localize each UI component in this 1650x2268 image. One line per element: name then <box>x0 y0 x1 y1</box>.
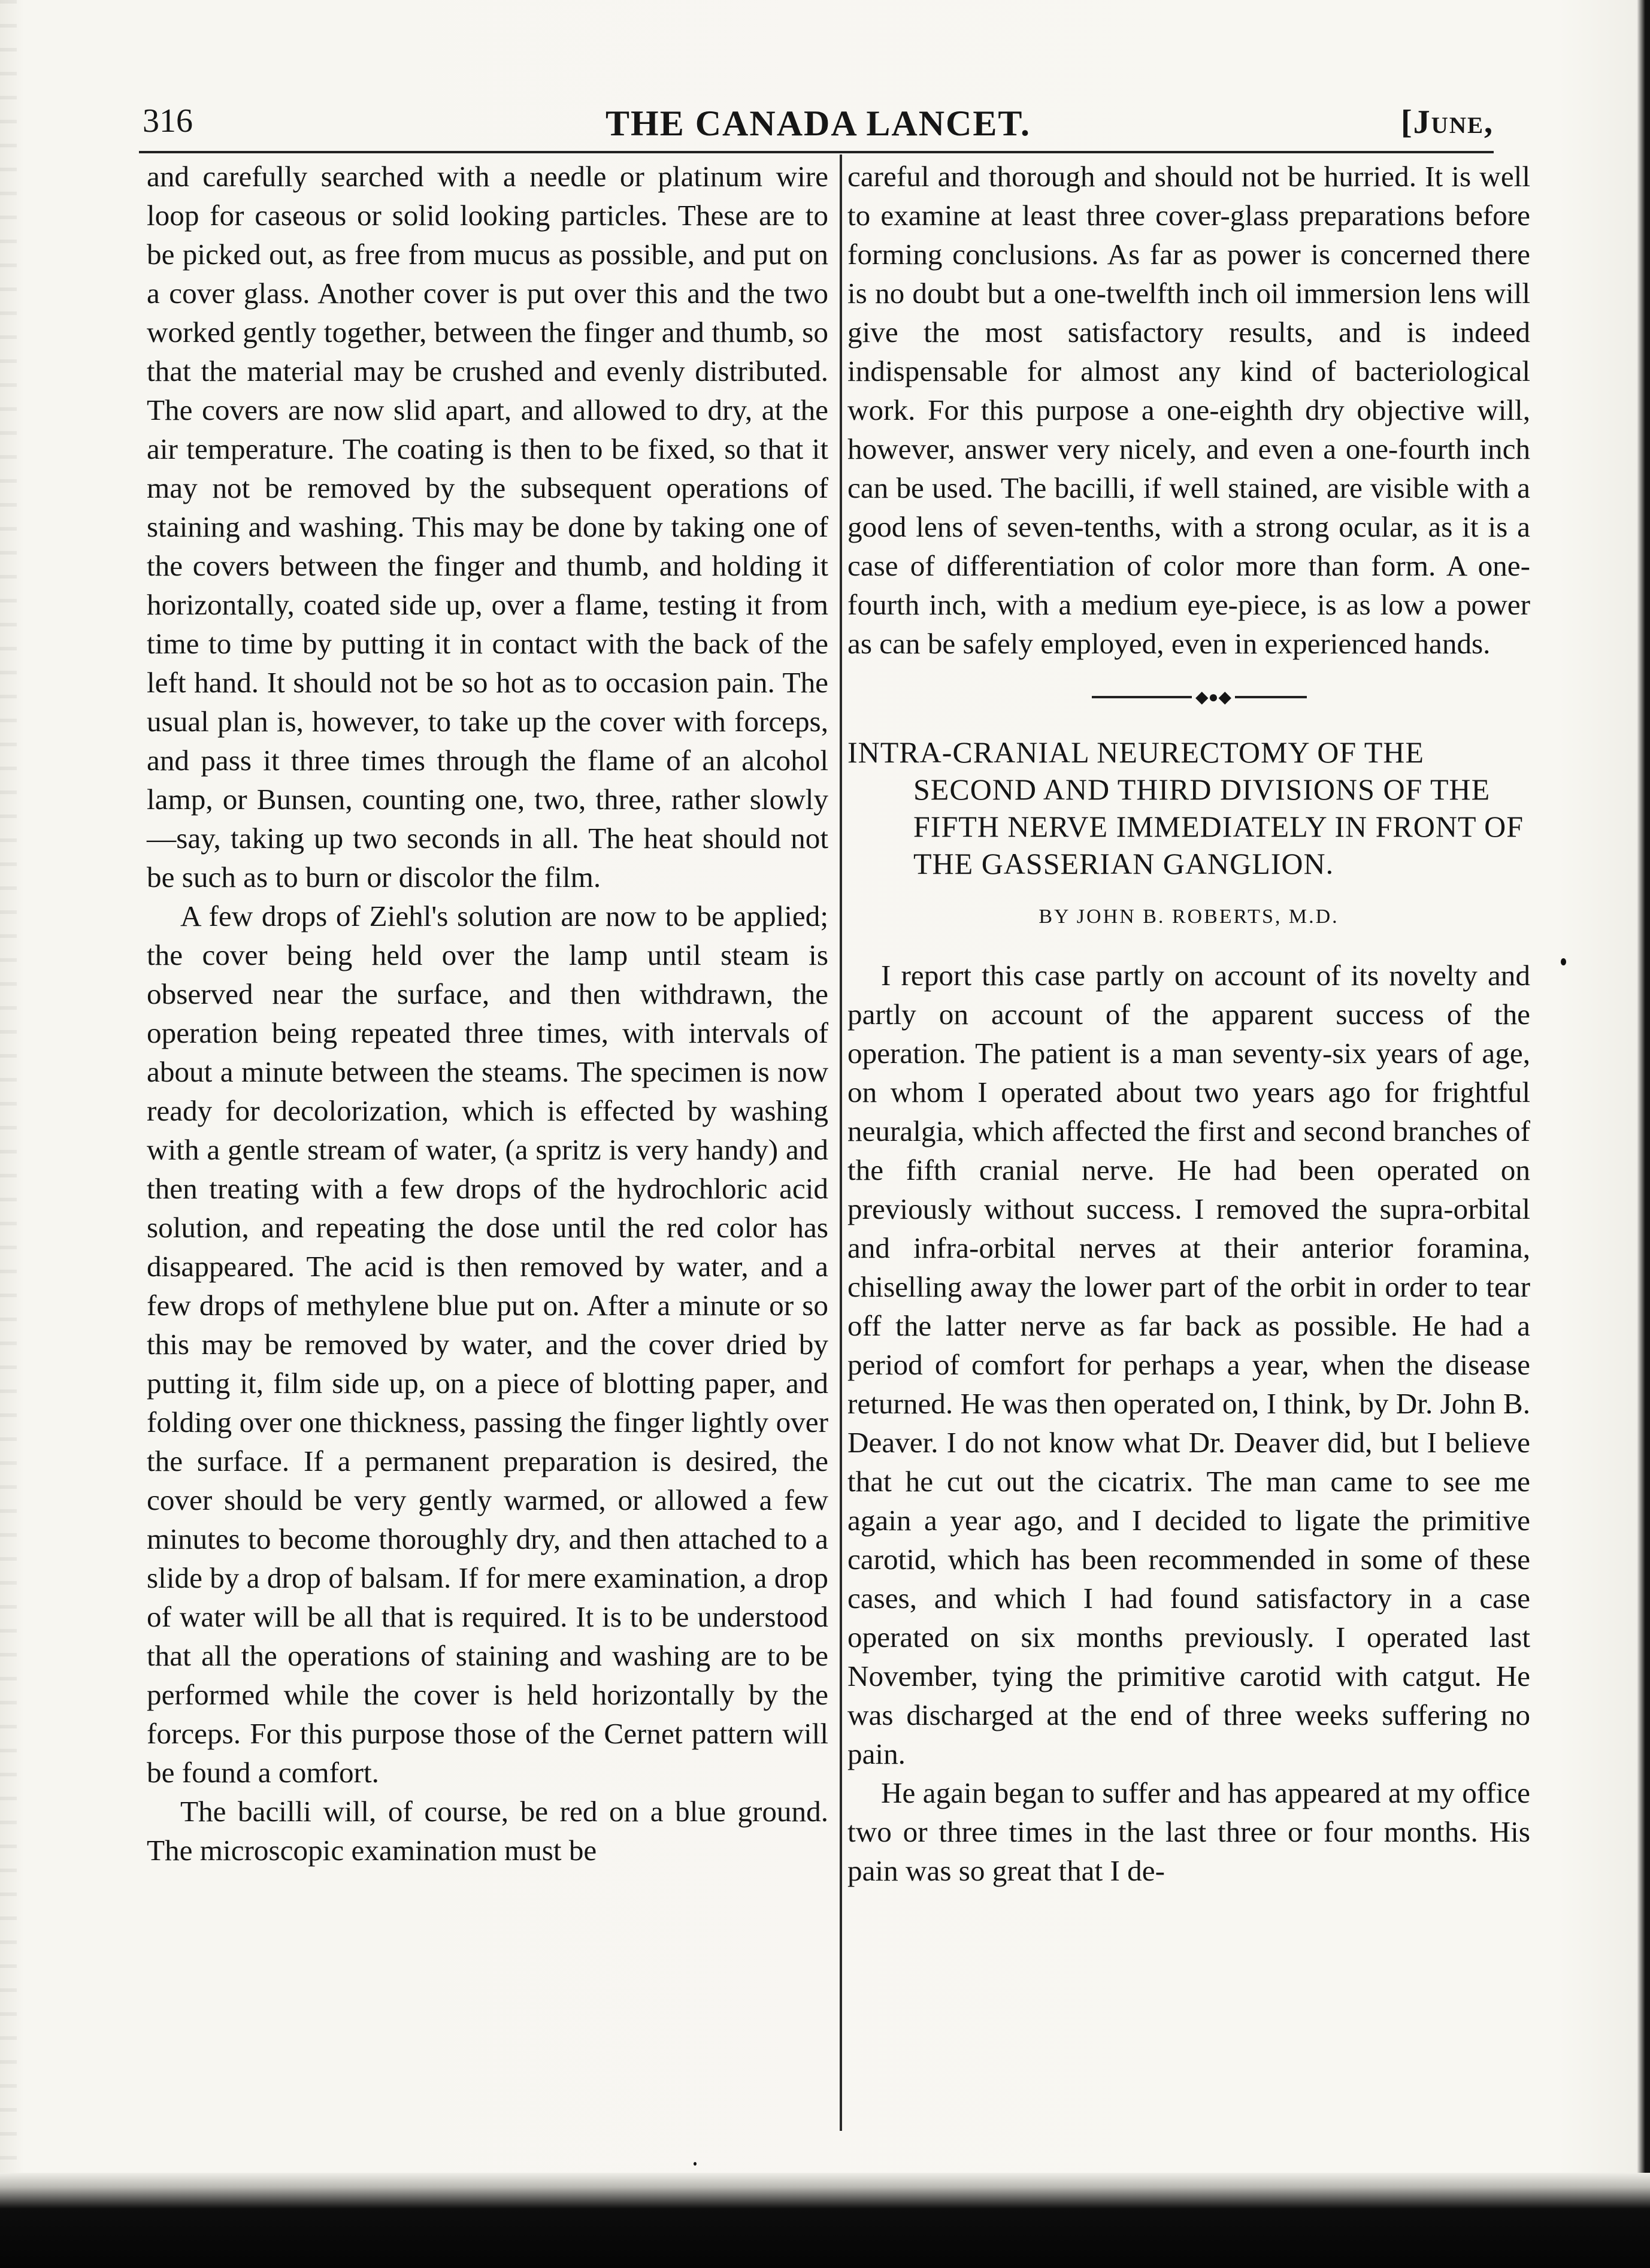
section-ornament <box>847 663 1530 729</box>
column-divider <box>840 155 842 2131</box>
binding-edge <box>0 0 17 2268</box>
ink-speck <box>1561 958 1566 965</box>
article-title: INTRA-CRANIAL NEURECTOMY OF THE SECOND AND THIRD DIVISIONS OF THE FIFTH NERVE IMMEDIATELY IN FRONT OF THE GASSERIAN GANGLION. <box>847 735 1524 880</box>
right-column <box>847 157 1530 1890</box>
body-paragraph: The bacilli will, of course, be red on a blue ground. The microscopic examination must be <box>147 1795 828 1867</box>
page-number: 316 <box>143 102 193 140</box>
page-edge-shadow <box>1637 0 1650 2268</box>
header-rule <box>139 151 1494 153</box>
running-header <box>143 102 1494 150</box>
ornament-diamond-icon: ◆●◆ <box>1192 689 1235 706</box>
body-paragraph: I report this case partly on account of its novelty and partly on account of the apparent success of the operation. The patient is a man seventy-six years of age, on whom I operated about two years ago for frightful neuralgia, which affected the first and second branches of the fifth cranial nerve. He had been operated on previously without success. I removed the supra-orbital and infra-orbital nerves at their anterior foramina, chiselling away the lower part of the orbit in order to tear off the latter nerve as far back as possible. He had a period of comfort for perhaps a year, when the disease returned. He was then operated on, I think, by Dr. John B. Deaver. I do not know what Dr. Deaver did, but I believe that he cut out the cicatrix. The man came to see me again a year ago, and I decided to ligate the primitive carotid, which has been recommended in some of these cases, and which I had found satisfactory in a case operated on six months previously. I operated last November, tying the primitive carotid with catgut. He was discharged at the end of three weeks suffering no pain. <box>847 959 1530 1770</box>
body-paragraph: and carefully searched with a needle or platinum wire loop for caseous or solid looking particles. These are to be picked out, as free from mucus as possible, and put on a cover glass. Another cover is put over this and the two worked gently together, between the finger and thumb, so that the material may be crushed and evenly distributed. The covers are now slid apart, and allowed to dry, at the air temperature. The coating is then to be fixed, so that it may not be removed by the subsequent operations of staining and washing. This may be done by taking one of the covers between the finger and thumb, and holding it horizontally, coated side up, over a flame, testing it from time to time by putting it in contact with the back of the left hand. It should not be so hot as to occasion pain. The usual plan is, however, to take up the cover with forceps, and pass it three times through the flame of an alcohol lamp, or Bunsen, counting one, two, three, rather slowly—say, taking up two seconds in all. The heat should not be such as to burn or discolor the film. <box>147 160 828 894</box>
body-paragraph: He again began to suffer and has appeared at my office two or three times in the last three or four months. His pain was so great that I de- <box>847 1776 1530 1887</box>
scan-bottom-shadow <box>0 2173 1650 2268</box>
article-byline: BY JOHN B. ROBERTS, M.D. <box>1039 906 1339 928</box>
issue-month: [June, <box>1401 104 1494 141</box>
left-column <box>147 157 828 1870</box>
journal-title: THE CANADA LANCET. <box>605 104 1031 143</box>
continued-paragraph: careful and thorough and should not be hurried. It is well to examine at least three cover-glass preparations before forming conclusions. As far as power is concerned there is no doubt but a one-twelfth inch oil immersion lens will give the most satisfactory results, and is indeed indispensable for almost any kind of bacteriological work. For this purpose a one-eighth dry objective will, however, answer very nicely, and even a one-fourth inch can be used. The bacilli, if well stained, are visible with a good lens of seven-tenths, with a strong ocular, as it is a case of differentiation of color more than form. A one-fourth inch, with a medium eye-piece, is as low a power as can be safely employed, even in experienced hands. <box>847 160 1530 660</box>
body-paragraph: A few drops of Ziehl's solution are now to be applied; the cover being held over the lamp until steam is observed near the surface, and then withdrawn, the operation being repeated three times, with intervals of about a minute between the steams. The specimen is now ready for decolorization, which is effected by washing with a gentle stream of water, (a spritz is very handy) and then treating with a few drops of the hydrochloric acid solution, and repeating the dose until the red color has disappeared. The acid is then removed by water, and a few drops of methylene blue put on. After a minute or so this may be removed by water, and the cover dried by putting it, film side up, on a piece of blotting paper, and folding over one thickness, passing the finger lightly over the surface. If a permanent preparation is desired, the cover should be very gently warmed, or allowed a few minutes to become thoroughly dry, and then attached to a slide by a drop of balsam. If for mere examination, a drop of water will be all that is required. It is to be understood that all the operations of staining and washing are to be performed while the cover is held horizontally by the forceps. For this purpose those of the Cernet pattern will be found a comfort. <box>147 900 828 1789</box>
ink-speck <box>694 2162 697 2166</box>
